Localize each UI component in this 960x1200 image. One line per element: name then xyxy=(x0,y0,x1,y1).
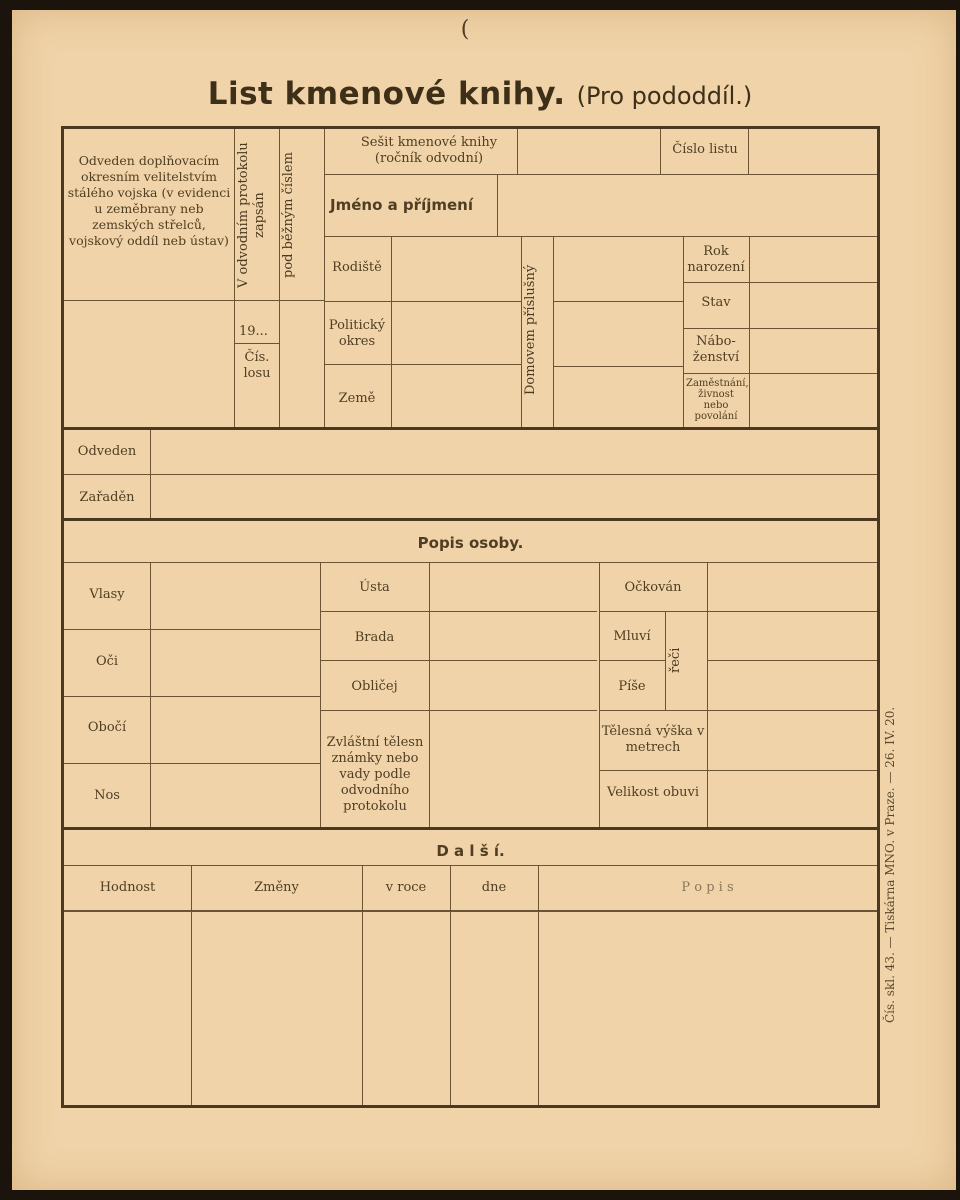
printer-imprint-text: Čís. skl. 43. — Tiskárna MNO. v Praze. — 26. IV. 20. xyxy=(883,706,897,1024)
vlasy-label: Vlasy xyxy=(89,587,125,602)
oboci-label: Obočí xyxy=(87,720,127,735)
pise-label: Píše xyxy=(618,679,646,694)
odveden-cell-text: Odveden doplňovacím okresním velitelstvím stálého vojska (v evidenci u zeměbrany neb zemských střelců, vojskový oddíl neb ústav) xyxy=(67,153,231,248)
col-hodnost: Hodnost xyxy=(99,880,156,895)
protokol-label: V odvodním protokolu zapsán xyxy=(236,142,267,288)
ockovan-label: Očkován xyxy=(624,580,682,595)
usta-label: Ústa xyxy=(359,580,390,595)
zarazen-label: Zařaděn xyxy=(79,490,135,505)
odveden-label: Odveden xyxy=(77,444,137,459)
zamestnani-label: Zaměstnání, živnost nebo povolání xyxy=(686,378,749,422)
mluvi-label: Mluví xyxy=(613,629,651,644)
nos-label: Nos xyxy=(94,788,120,803)
oblicej-label: Obličej xyxy=(351,679,398,694)
zeme-label: Země xyxy=(338,391,376,406)
brada-label: Brada xyxy=(354,630,395,645)
zvlastni-label: Zvláštní tělesn známky nebo vady podle odvodního protokolu xyxy=(326,735,424,814)
dalsi-heading: D a l š í. xyxy=(436,842,505,860)
page-title xyxy=(0,76,960,112)
title-main: List kmenové knihy. xyxy=(207,76,566,112)
cis-losu-label: Čís. losu xyxy=(243,350,271,381)
stav-label: Stav xyxy=(701,295,731,310)
col-zmeny: Změny xyxy=(254,880,299,895)
jmeno-label: Jméno a příjmení xyxy=(330,196,473,214)
rodiste-label: Rodiště xyxy=(332,260,382,275)
cislo-listu-label: Číslo listu xyxy=(672,142,738,157)
sesit-label: Sešit kmenové knihy (ročník odvodní) xyxy=(360,135,498,166)
top-mark: ( xyxy=(460,17,470,42)
vyska-label: Tělesná výška v metrech xyxy=(601,724,705,755)
popis-heading: Popis osoby. xyxy=(417,534,524,552)
col-v-roce: v roce xyxy=(385,880,427,895)
politicky-okres-label: Politický okres xyxy=(328,318,386,349)
col-dne: dne xyxy=(481,880,507,895)
title-sub: (Pro pododdíl.) xyxy=(576,82,753,110)
oci-label: Oči xyxy=(95,654,119,669)
obuv-label: Velikost obuvi xyxy=(607,785,699,800)
rok-narozeni-label: Rok narození xyxy=(687,244,745,275)
printer-imprint xyxy=(883,680,905,1050)
year-field: 19... xyxy=(239,324,268,339)
col-popis: P o p i s xyxy=(681,880,734,895)
domovem-label: Domovem příslušný xyxy=(523,264,538,396)
nabozenstvi-label: Nábo-ženství xyxy=(692,334,740,365)
cislem-label: pod běžným číslem xyxy=(281,152,296,278)
reci-label: řeči xyxy=(668,647,683,673)
